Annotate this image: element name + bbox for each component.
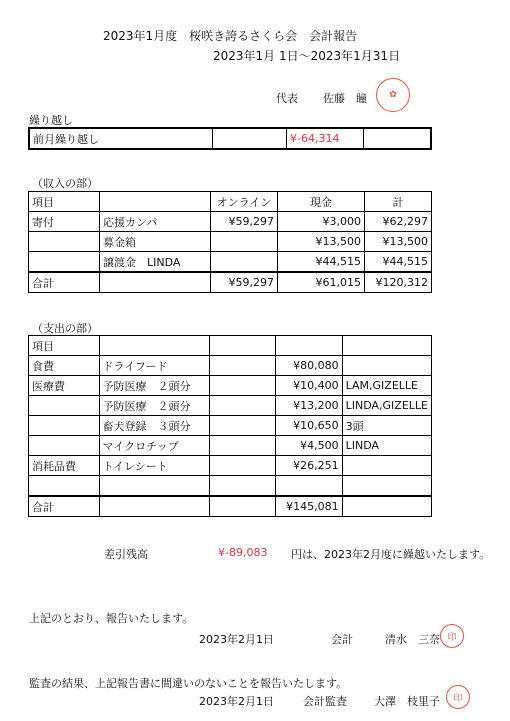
expense-header-item: 項目 xyxy=(29,336,100,356)
table-row: マイクロチップ ¥4,500 LINDA xyxy=(29,436,432,456)
audit-statement: 監査の結果、上記報告書に間違いのないことを報告いたします。 xyxy=(29,677,348,690)
representative-seal: ✿ xyxy=(376,78,410,112)
auditor-name: 大澤 枝里子 xyxy=(374,695,440,708)
table-row: 消耗品費 トイレシート ¥26,251 xyxy=(29,456,432,476)
carryover-amount: ¥-64,314 xyxy=(287,128,364,149)
table-row: 畜犬登録 ３頭分 ¥10,650 3頭 xyxy=(29,416,432,436)
carryover-section-label: 繰り越し xyxy=(29,114,73,127)
income-header-row xyxy=(29,192,432,212)
audit-date: 2023年2月1日 xyxy=(199,695,274,708)
auditor-seal: 印 xyxy=(446,685,470,709)
accountant-name: 清水 三奈 xyxy=(385,633,440,646)
income-total-row: 合計 ¥59,297 ¥61,015 ¥120,312 xyxy=(29,272,432,293)
table-row: 寄付 応援カンパ ¥59,297 ¥3,000 ¥62,297 xyxy=(29,212,432,232)
income-table xyxy=(28,191,432,293)
report-statement: 上記のとおり、報告いたします。 xyxy=(29,612,194,625)
table-row: 募金箱 ¥13,500 ¥13,500 xyxy=(29,232,432,252)
report-period: 2023年1月 1日～2023年1月31日 xyxy=(213,49,401,63)
income-header-cash: 現金 xyxy=(278,192,365,212)
balance-label: 差引残高 xyxy=(104,548,148,561)
table-row: 予防医療 ２頭分 ¥13,200 LINDA,GIZELLE xyxy=(29,396,432,416)
report-title: 2023年1月度 桜咲き誇るさくら会 会計報告 xyxy=(103,29,358,43)
income-header-online: オンライン xyxy=(211,192,278,212)
auditor-role: 会計監査 xyxy=(303,695,347,708)
accountant-role: 会計 xyxy=(331,633,353,646)
carryover-table xyxy=(28,127,432,150)
income-header-item: 項目 xyxy=(29,192,100,212)
income-header-detail xyxy=(100,192,211,212)
expense-header-row xyxy=(29,336,432,356)
carryover-label: 前月繰り越し xyxy=(29,128,213,149)
table-row: 譲渡金 LINDA ¥44,515 ¥44,515 xyxy=(29,252,432,273)
balance-note: 円は、2023年2月度に繰越いたします。 xyxy=(291,548,491,561)
expense-section-label: （支出の部） xyxy=(32,322,98,335)
report-date: 2023年2月1日 xyxy=(199,633,274,646)
accountant-seal: 印 xyxy=(440,624,464,648)
expense-table xyxy=(28,335,432,517)
representative-label: 代表 xyxy=(276,92,298,105)
representative-name: 佐藤 瞳 xyxy=(323,92,367,105)
table-row xyxy=(29,476,432,497)
expense-total-row: 合計 ¥145,081 xyxy=(29,496,432,517)
table-row: 医療費 予防医療 ２頭分 ¥10,400 LAM,GIZELLE xyxy=(29,376,432,396)
income-header-total: 計 xyxy=(365,192,432,212)
balance-amount: ¥-89,083 xyxy=(218,546,268,559)
table-row: 食費 ドライフード ¥80,080 xyxy=(29,356,432,376)
income-section-label: （収入の部） xyxy=(32,177,98,190)
